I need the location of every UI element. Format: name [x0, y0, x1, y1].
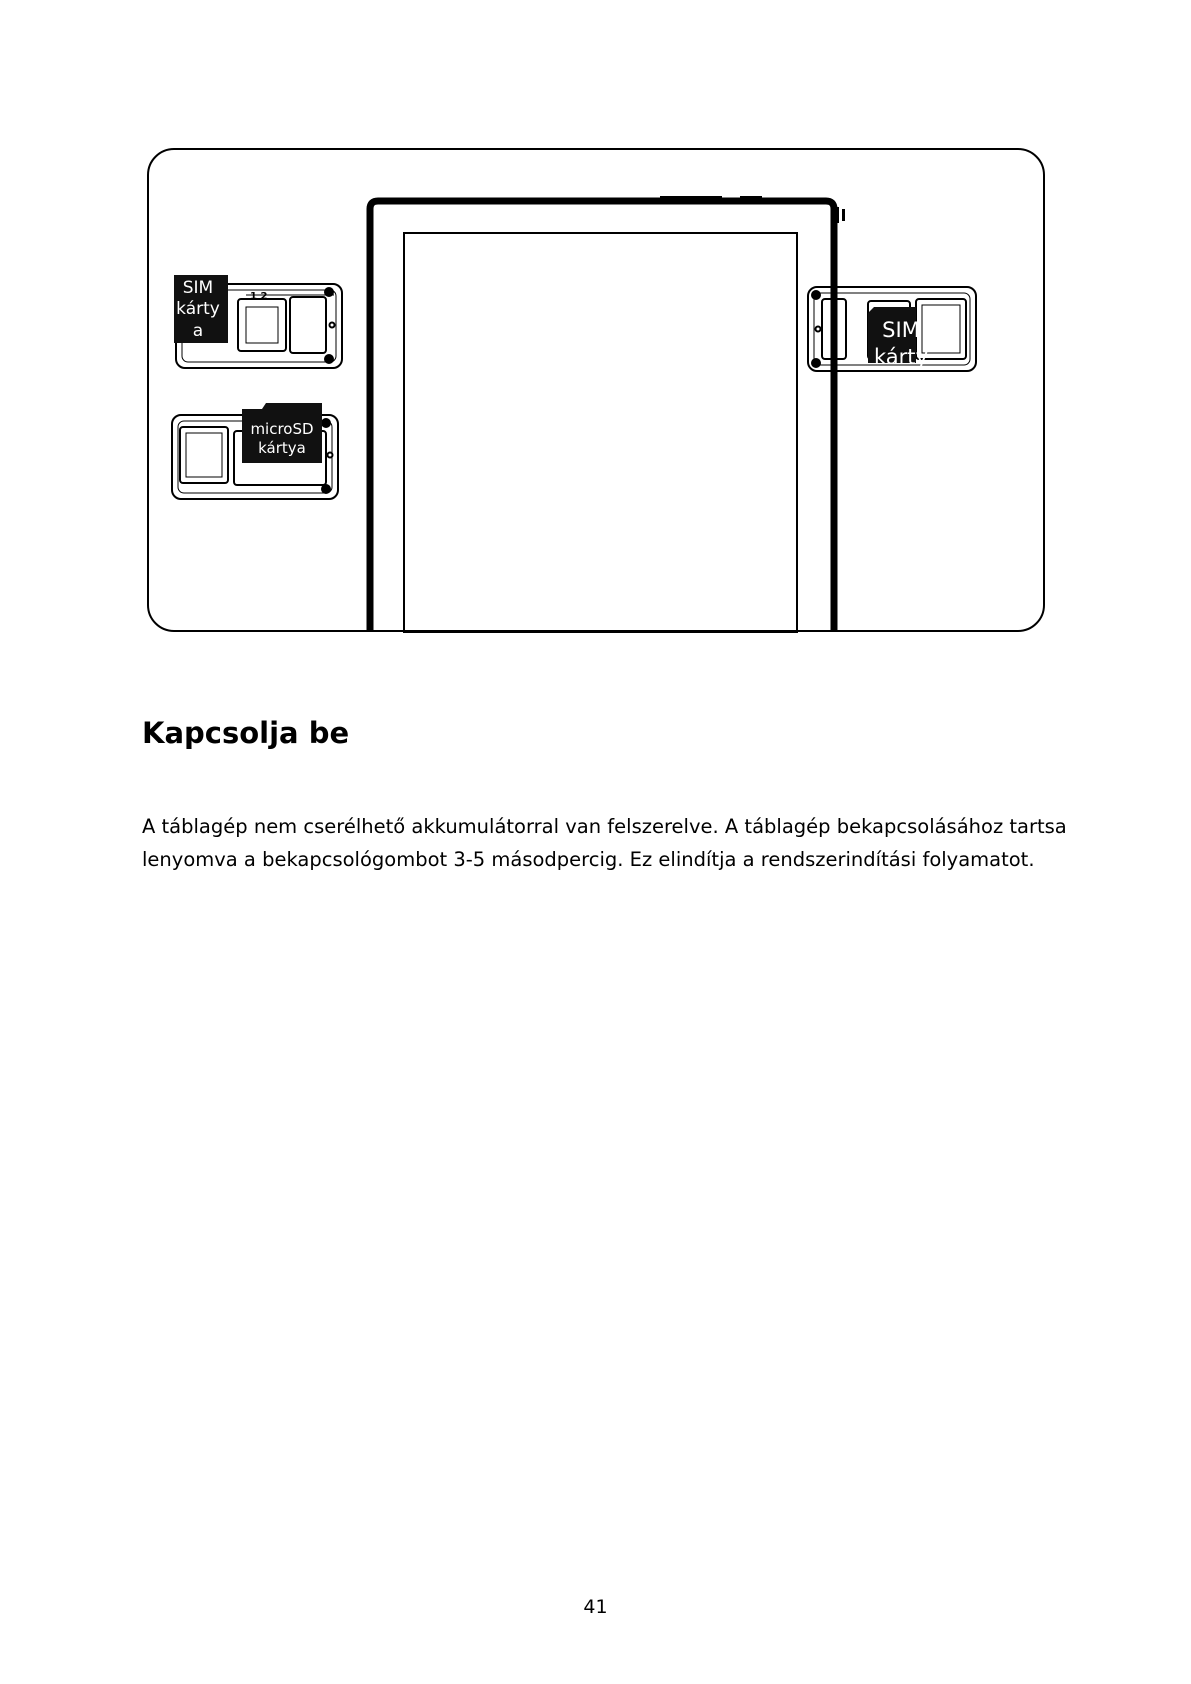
sim-card-left-label: SIM kárty a — [176, 278, 220, 341]
body-paragraph: A táblagép nem cserélhető akkumulátorral van felszerelve. A táblagép bekapcsolásához tartsa lenyomva a bekapcsológombot 3-5 másodpercig. Ez elindítja a rendszerindítási folyamatot. — [142, 815, 1067, 871]
tablet-card-slot-illustration — [146, 147, 1046, 633]
slot-number-label: 1 2 — [250, 291, 268, 302]
tablet-diagram — [146, 147, 1046, 633]
microsd-card-label: microSD kártya — [250, 420, 314, 457]
page-number: 41 — [583, 1596, 608, 1618]
section-heading: Kapcsolja be — [142, 716, 350, 750]
sim-card-right-label: SIM kárty — [874, 318, 928, 370]
